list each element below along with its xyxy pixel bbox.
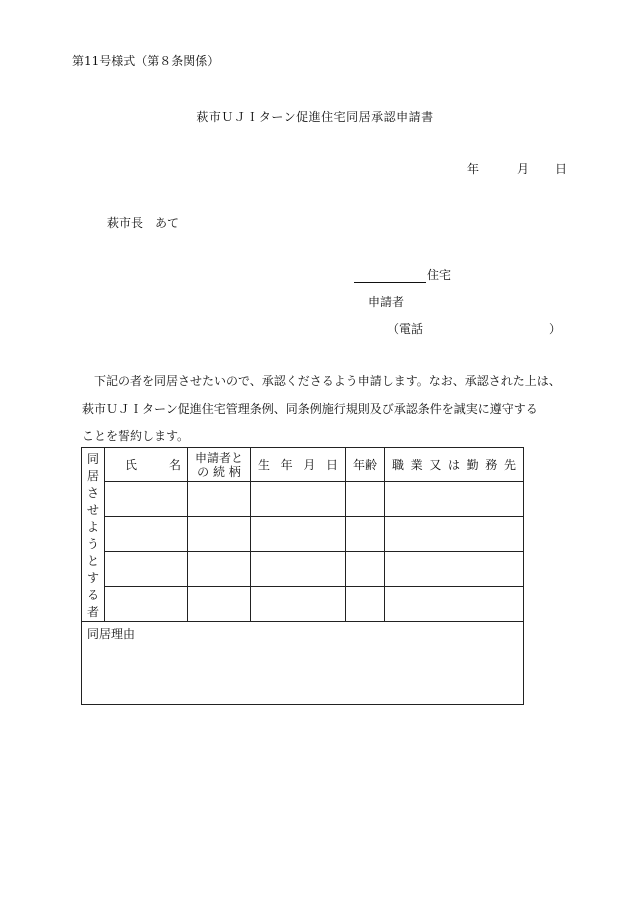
form-number: 第11号様式（第８条関係） [72,54,220,68]
phone-close: ） [549,322,562,336]
cell-name[interactable] [105,587,188,622]
cell-occupation[interactable] [385,587,524,622]
address-label: 住宅 [427,268,452,282]
cell-name[interactable] [105,552,188,587]
date-line [467,160,567,177]
cell-occupation[interactable] [385,552,524,587]
cell-dob[interactable] [251,587,346,622]
cell-relation[interactable] [188,587,251,622]
header-date-of-birth: 生 年 月 日 [251,448,346,482]
cell-age[interactable] [346,482,385,517]
paragraph-line-3: ことを誓約します。 [82,429,190,443]
address-blank[interactable] [354,270,426,283]
cell-name[interactable] [105,482,188,517]
addressee: 萩市長 あて [107,216,180,230]
table-row [82,552,524,587]
reason-cell[interactable] [82,622,524,705]
reason-label: 同居理由 [87,627,136,641]
cell-dob[interactable] [251,552,346,587]
side-label: 同 居 さ せ よ う と す る 者 [82,448,105,622]
address-line [354,266,451,283]
document-title: 萩市ＵＪＩターン促進住宅同居承認申請書 [196,110,434,124]
table-header-row [82,448,524,482]
date-day: 日 [555,162,568,176]
table-row [82,482,524,517]
cell-age[interactable] [346,517,385,552]
cell-age[interactable] [346,587,385,622]
cohabitant-table [81,447,524,705]
cell-dob[interactable] [251,482,346,517]
cell-relation[interactable] [188,517,251,552]
phone-label: （電話 [387,322,424,336]
table-row [82,587,524,622]
cell-dob[interactable] [251,517,346,552]
paragraph-line-2: 萩市ＵＪＩターン促進住宅管理条例、同条例施行規則及び承認条件を誠実に遵守する [82,402,538,416]
header-relation: 申請者と の 続 柄 [188,448,251,482]
reason-row [82,622,524,705]
applicant-label: 申請者 [368,295,405,309]
phone-line [387,320,562,337]
cell-occupation[interactable] [385,482,524,517]
cell-occupation[interactable] [385,517,524,552]
cell-age[interactable] [346,552,385,587]
table-row [82,517,524,552]
date-year: 年 [467,162,480,176]
paragraph-line-1: 下記の者を同居させたいので、承認くださるよう申請します。なお、承認された上は、 [94,374,561,388]
date-month: 月 [517,162,530,176]
cell-relation[interactable] [188,482,251,517]
header-name: 氏 名 [105,448,188,482]
header-age: 年齢 [346,448,385,482]
cell-name[interactable] [105,517,188,552]
cell-relation[interactable] [188,552,251,587]
header-occupation: 職 業 又 は 勤 務 先 [385,448,524,482]
